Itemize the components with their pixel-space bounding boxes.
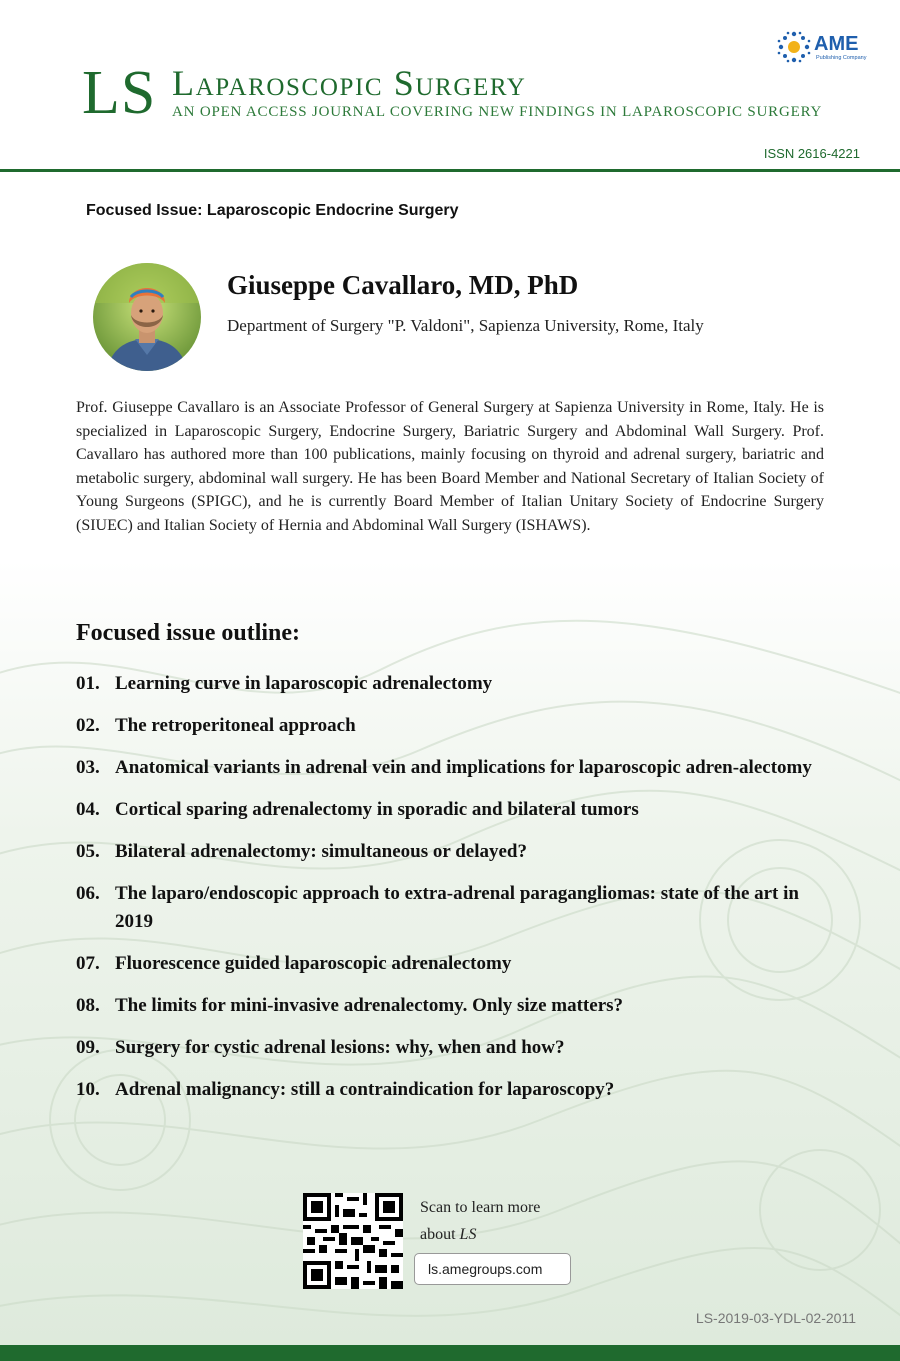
portrait-photo: [93, 263, 201, 371]
outline-item: [76, 670, 836, 698]
journal-title: Laparoscopic Surgery: [172, 63, 527, 103]
outline-item: [76, 796, 836, 824]
journal-subtitle: AN OPEN ACCESS JOURNAL COVERING NEW FINDINGS IN LAPAROSCOPIC SURGERY: [172, 104, 823, 120]
focused-issue-heading: Focused Issue: Laparoscopic Endocrine Surgery: [86, 202, 459, 219]
outline-item: [76, 712, 836, 740]
publisher-subtitle: Publishing Company: [816, 55, 867, 61]
header-divider: [0, 169, 900, 172]
outline-item-number: 09.: [76, 1037, 100, 1058]
journal-logo: LS: [82, 59, 157, 127]
scan-prompt-line2: [420, 1221, 580, 1248]
editor-name: Giuseppe Cavallaro, MD, PhD: [227, 270, 579, 300]
publisher-logo-icon: [776, 30, 812, 64]
outline-item-number: 08.: [76, 995, 100, 1016]
outline-title: Focused issue outline:: [76, 620, 301, 646]
editor-portrait: [93, 263, 201, 371]
outline-item-number: 02.: [76, 715, 100, 736]
scan-prompt: [420, 1194, 580, 1248]
outline-item: [76, 992, 836, 1020]
outline-item: [76, 838, 836, 866]
publisher-logo: [776, 30, 876, 64]
outline-item-number: 07.: [76, 953, 100, 974]
outline-item-text: Cortical sparing adrenalectomy in sporadic and bilateral tumors: [115, 799, 639, 820]
scan-about: about: [420, 1226, 456, 1243]
outline-item-text: The retroperitoneal approach: [115, 715, 356, 736]
outline-item-number: 05.: [76, 841, 100, 862]
outline-item-text: Anatomical variants in adrenal vein and implications for laparoscopic adren-alectomy: [115, 757, 812, 778]
outline-list: [76, 670, 836, 1118]
outline-item: [76, 754, 836, 782]
scan-journal: LS: [459, 1226, 477, 1243]
outline-item-number: 10.: [76, 1079, 100, 1100]
outline-item-text: Adrenal malignancy: still a contraindication for laparoscopy?: [115, 1079, 615, 1100]
outline-item-number: 04.: [76, 799, 100, 820]
outline-item-text: Learning curve in laparoscopic adrenalectomy: [115, 673, 493, 694]
outline-item-text: Surgery for cystic adrenal lesions: why, when and how?: [115, 1037, 565, 1058]
editor-bio: Prof. Giuseppe Cavallaro is an Associate Professor of General Surgery at Sapienza University in Rome, Italy. He is specialized in Laparoscopic Surgery, Endocrine Surgery, Bariatric Surgery and Abdominal Wall Surgery. Prof. Cavallaro has authored more than 100 publications, mainly focusing on thyroid and adrenal surgery, bariatric and metabolic surgery, abdominal wall surgery. He has been Board Member and National Secretary of Italian Society of Young Surgeons (SPIGC), and he is currently Board Member of Italian Unitary Society of Endocrine Surgery (SIUEC) and Italian Society of Hernia and Abdominal Wall Surgery (ISHAWS).: [76, 399, 824, 534]
outline-item-number: 03.: [76, 757, 100, 778]
outline-item: [76, 950, 836, 978]
outline-item: [76, 880, 836, 936]
document-code: LS-2019-03-YDL-02-2011: [695, 1310, 856, 1326]
publisher-name: AME: [814, 33, 859, 55]
outline-item-text: Fluorescence guided laparoscopic adrenalectomy: [115, 953, 512, 974]
footer-bar: [0, 1345, 900, 1361]
outline-item-text: The limits for mini-invasive adrenalectomy. Only size matters?: [115, 995, 624, 1016]
issn-label: ISSN 2616-4221: [763, 146, 860, 161]
journal-header: [0, 0, 900, 172]
outline-item: [76, 1076, 836, 1104]
scan-prompt-line1: Scan to learn more: [420, 1199, 541, 1216]
journal-url-link[interactable]: ls.amegroups.com: [414, 1253, 571, 1285]
outline-item-number: 01.: [76, 673, 100, 694]
editor-department: Department of Surgery "P. Valdoni", Sapienza University, Rome, Italy: [227, 316, 704, 335]
qr-code-icon[interactable]: [303, 1193, 403, 1289]
outline-item: [76, 1034, 836, 1062]
outline-item-text: The laparo/endoscopic approach to extra-adrenal paragangliomas: state of the art in 2019: [115, 883, 799, 932]
outline-item-text: Bilateral adrenalectomy: simultaneous or delayed?: [115, 841, 527, 862]
outline-item-number: 06.: [76, 883, 100, 904]
